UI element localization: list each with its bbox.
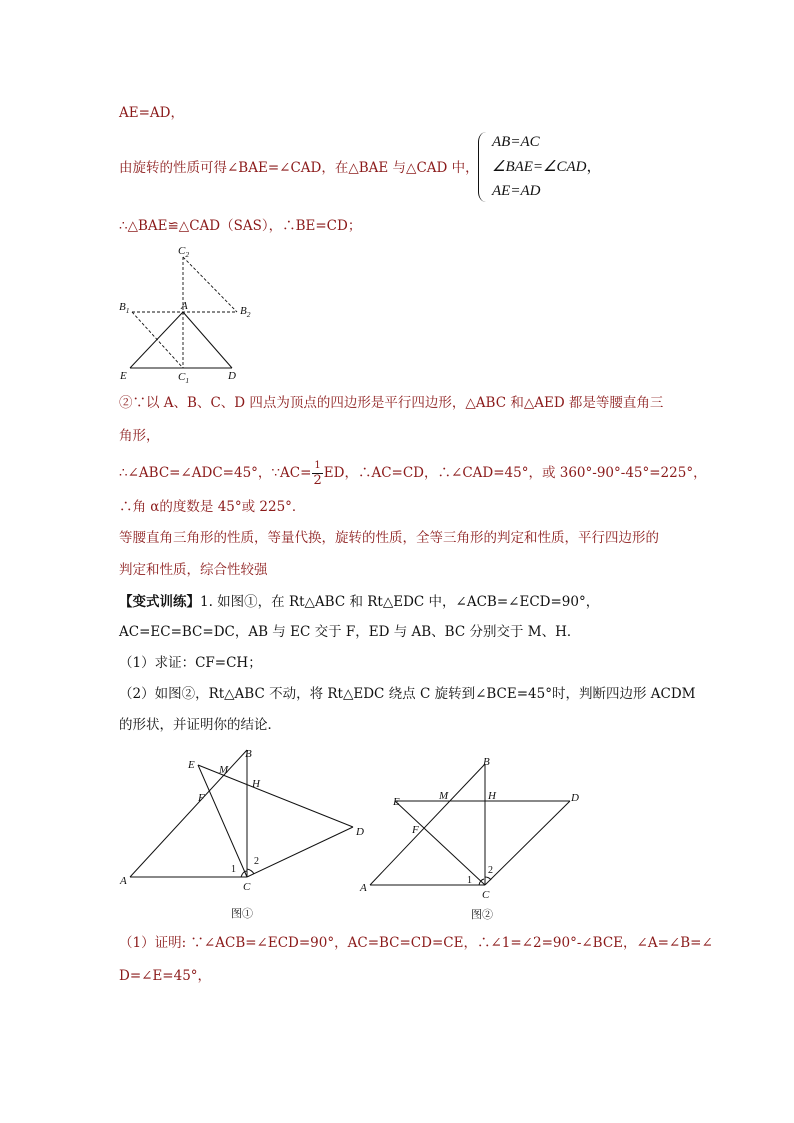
angle-mark-2 [485,877,491,880]
dashed-c2-b2 [183,257,237,312]
label-e: E [188,759,195,771]
edge-a-b [370,764,485,885]
edge-e-c [395,801,485,885]
label-b1: $B_1$ [119,301,130,315]
edge-a-e [130,312,183,368]
label-f: F [198,792,205,804]
system-eq-1: AB=AC [492,134,540,150]
line-proof-2: D=∠E=45°， [119,968,212,984]
line-exercise-intro: 【变式训练】1. 如图①，在 Rt△ABC 和 Rt△EDC 中，∠ACB=∠ECD=90°， [119,594,600,610]
label-d: D [356,826,364,838]
label-c: C [482,889,490,901]
label-angle-2: 2 [488,865,493,876]
label-d: D [571,792,579,804]
line-summary-2: 判定和性质，综合性较强 [119,562,268,578]
line-parallelogram: ②∵以 A、B、C、D 四点为顶点的四边形是平行四边形，△ABC 和△AED 都是等腰直角三 [119,395,664,411]
line-ae-ad: AE=AD， [119,105,184,121]
system-brace [478,132,489,202]
line-triangle: 角形， [119,428,160,444]
label-m: M [219,764,229,776]
system-eq-3: AE=AD [492,183,541,199]
label-a: A [360,882,367,894]
edge-c-d [247,827,353,877]
line-exercise-cond: AC=EC=BC=DC，AB 与 EC 交于 F，ED 与 AB、BC 分别交于 M、H． [119,624,581,640]
exercise-heading: 【变式训练】 [119,594,200,610]
line-angles: ∴∠ABC=∠ADC=45°，∵AC= $\frac{1}{2}$ ED，∴AC=CD，∴∠CAD=45°，或 360°-90°-45°=225°， [119,460,707,488]
caption-figure-2: 图② [471,909,493,921]
line-question-1: （1）求证：CF=CH； [119,655,262,671]
figure-1 [115,745,375,925]
line-summary-1: 等腰直角三角形的性质，等量代换，旋转的性质，全等三角形的判定和性质，平行四边形的 [119,530,659,546]
label-a: A [181,300,188,312]
label-m: M [439,790,449,802]
label-c: C [243,881,251,893]
edge-c-d [485,801,570,885]
label-b2: $B_2$ [240,305,251,319]
label-b: B [245,748,252,760]
line-proof-1: （1）证明: ∵∠ACB=∠ECD=90°，AC=BC=CD=CE，∴∠1=∠2=90°-∠BCE，∠A=∠B=∠ [119,935,713,951]
label-c1: $C_1$ [178,371,190,385]
label-e: E [120,370,127,382]
edge-a-d [183,312,232,368]
label-angle-1: 1 [231,864,236,875]
system-eq-2: ∠BAE=∠CAD， [492,159,602,175]
caption-figure-1: 图① [231,908,253,920]
label-angle-1: 1 [467,875,472,886]
fraction-half: $\frac{1}{2}$ [313,460,322,488]
line-question-2b: 的形状，并证明你的结论． [119,717,281,733]
line-question-2: （2）如图②，Rt△ABC 不动，将 Rt△EDC 绕点 C 旋转到∠BCE=45°时，判断四边形 ACDM [119,686,696,702]
line-congruence: ∴△BAE≌△CAD（SAS），∴BE=CD； [119,218,362,234]
angle-mark-2 [247,869,254,874]
figure-rotation [110,240,270,385]
label-e: E [393,796,400,808]
label-b: B [483,756,490,768]
line-answer-alpha: ∴角 α的度数是 45°或 225°． [119,499,306,515]
figure-2 [355,752,595,927]
label-a: A [120,875,127,887]
label-h: H [488,790,496,802]
label-h: H [252,778,260,790]
line-rotation-property: 由旋转的性质可得∠BAE=∠CAD，在△BAE 与△CAD 中， [119,160,479,176]
label-angle-2: 2 [254,856,259,867]
label-f: F [412,824,419,836]
label-c2: $C_2$ [178,245,190,259]
label-d: D [228,370,236,382]
